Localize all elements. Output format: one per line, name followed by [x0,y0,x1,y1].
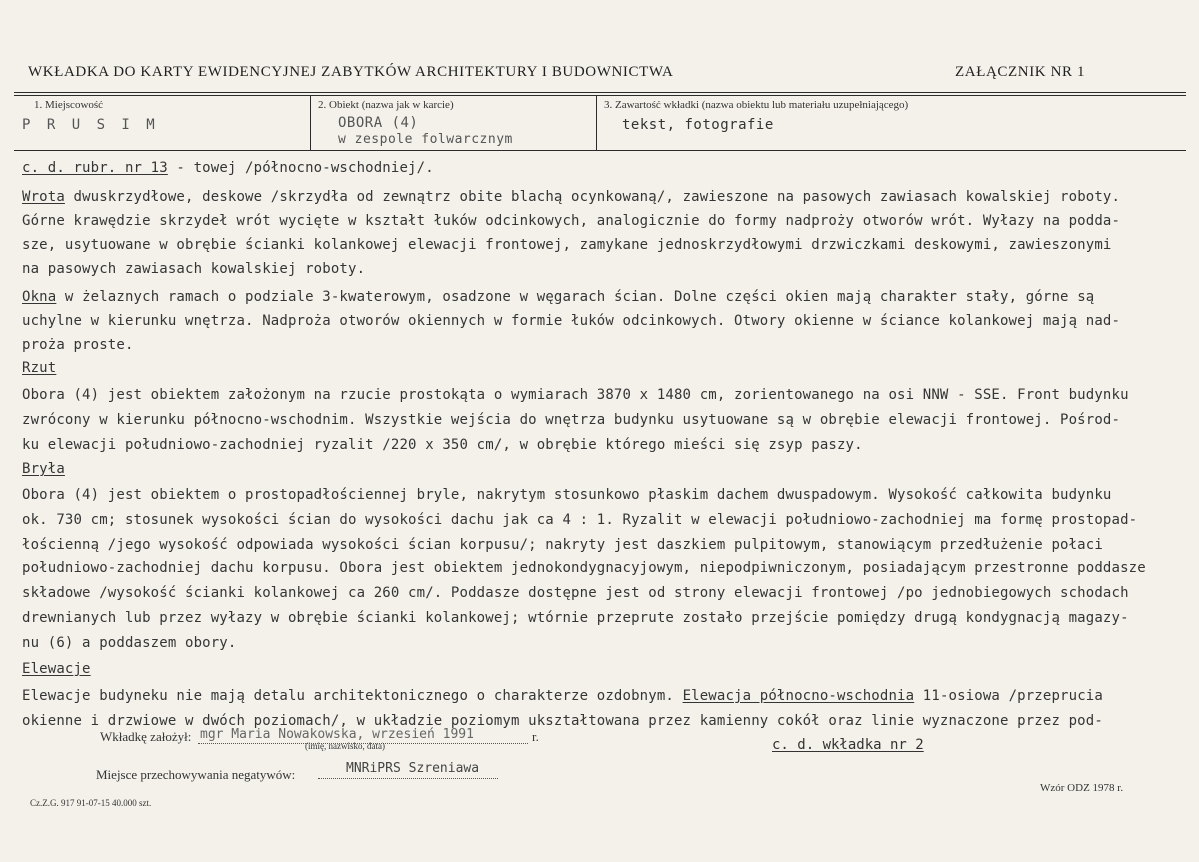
body-line: południowo-zachodniej dachu korpusu. Obora jest obiektem jednokondygnacyjowym, niepodpiwniczonym, posiadającym przestronne poddasze [22,560,1146,576]
box-divider-2 [596,95,597,151]
document-title: WKŁADKA DO KARTY EWIDENCYJNEJ ZABYTKÓW ARCHITEKTURY I BUDOWNICTWA [28,64,674,80]
body-line: sze, usytuowane w obrębie ścianki kolankowej elewacji frontowej, zamykane jednoskrzydłowymi drzwiczkami deskowymi, zawieszonymi [22,237,1112,253]
body-line: ok. 730 cm; stosunek wysokości ścian do wysokości dachu jak ca 4 : 1. Ryzalit w elewacji południowo-zachodniej ma formę prostopad- [22,512,1138,528]
attachment-number: ZAŁĄCZNIK NR 1 [955,64,1086,80]
negatives-value: MNRiPRS Szreniawa [346,761,480,776]
made-by-label: Wkładkę założył: [100,729,192,744]
object-value-name: OBORA (4) [338,115,419,131]
body-line: łościenną /jego wysokość odpowiada wysokości ścian korpusu/; nakryty jest daszkiem pulpitowym, stanowiącym przedłużenie połaci [22,537,1103,553]
heading-mass: Bryła [22,461,65,477]
body-line: Obora (4) jest obiektem założonym na rzucie prostokąta o wymiarach 3870 x 1480 cm, zorientowanego na osi NNW - SSE. Front budynku [22,387,1129,403]
body-line [22,289,1094,305]
body-line: drewnianych lub przez wyłazy w obrębie ścianki kolankowej; wtórnie przeprute zostało przejście pomiędzy drugą kondygnacją magazy- [22,610,1129,626]
object-value-complex: w zespole folwarcznym [338,132,513,147]
box-divider-1 [310,95,311,151]
content-label: 3. Zawartość wkładki (nazwa obiektu lub materiału uzupełniającego) [604,99,909,111]
body-line: ku elewacji południowo-zachodniej ryzalit /220 x 350 cm/, w obrębie którego mieści się zsyp paszy. [22,437,863,453]
made-by-suffix: r. [532,729,539,744]
body-line: proża proste. [22,337,134,353]
heading-plan: Rzut [22,360,57,376]
locality-value: P R U S I M [22,117,159,133]
body-line: Górne krawędzie skrzydeł wrót wycięte w kształt łuków odcinkowych, analogicznie do formy nadproży otworów wrót. Wyłazy na podda- [22,213,1121,229]
print-code: Cz.Z.G. 917 91-07-15 40.000 szt. [30,798,152,808]
continued-reference: c. d. wkładka nr 2 [772,737,924,753]
object-label: 2. Obiekt (nazwa jak w karcie) [318,99,454,111]
header-rule-top-double [14,95,1186,96]
heading-ne-elevation: Elewacja północno-wschodnia [682,688,915,704]
body-text: w żelaznych ramach o podziale 3-kwaterowym, osadzone w węgarach ścian. Dolne części okien mają charakter stały, górne są [56,289,1095,305]
template-id: Wzór ODZ 1978 r. [1040,782,1124,794]
negatives-label: Miejsce przechowywania negatywów: [96,767,296,782]
made-by-value: mgr Maria Nowakowska, wrzesień 1991 [200,727,474,742]
header-rule-top [14,92,1186,93]
body-line: uchylne w kierunku wnętrza. Nadproża otworów okiennych w formie łuków odcinkowych. Otwory okienne w ściance kolankowej mają nad- [22,313,1121,329]
body-line: nu (6) a poddaszem obory. [22,635,237,651]
heading-gates: Wrota [22,189,65,205]
heading-elevations: Elewacje [22,661,91,677]
body-line: składowe /wysokość ścianki kolankowej ca 260 cm/. Poddasze dostępne jest od strony elewacji frontowej /po jednobiegowych schodach [22,585,1129,601]
body-text: Elewacje budyneku nie mają detalu architektonicznego o charakterze ozdobnym. [22,688,683,704]
header-rule-bottom [14,150,1186,151]
locality-label: 1. Miejscowość [34,99,104,111]
body-text: dwuskrzydłowe, deskowe /skrzydła od zewnątrz obite blachą ocynkowaną/, zawieszone na pasowych zawiasach kowalskiej roboty. [64,189,1121,205]
body-line: zwrócony w kierunku północno-wschodnim. Wszystkie wejścia do wnętrza budynku usytuowane są w obrębie elewacji frontowej. Pośrod- [22,412,1121,428]
heading-windows: Okna [22,289,57,305]
body-line: na pasowych zawiasach kowalskiej roboty. [22,261,366,277]
body-line: okienne i drzwiowe w dwóch poziomach/, w układzie poziomym ukształtowana przez kamienny cokół oraz linie wyznaczone przez pod- [22,713,1103,729]
made-by-hint: (imię, nazwisko, data) [305,741,385,751]
negatives-dotted-line [318,778,498,779]
body-text: 11-osiowa /przeprucia [914,688,1103,704]
body-line [22,189,1120,205]
continuation-ref: c. d. rubr. nr 13 [22,160,168,176]
body-text: - towej /północno-wschodniej/. [167,160,434,176]
body-line: Obora (4) jest obiektem o prostopadłościennej bryle, nakrytym stosunkowo płaskim dachem dwuspadowym. Wysokość całkowita budynku [22,487,1112,503]
body-line [22,688,1103,704]
content-value: tekst, fotografie [622,117,774,133]
body-line [22,160,434,176]
